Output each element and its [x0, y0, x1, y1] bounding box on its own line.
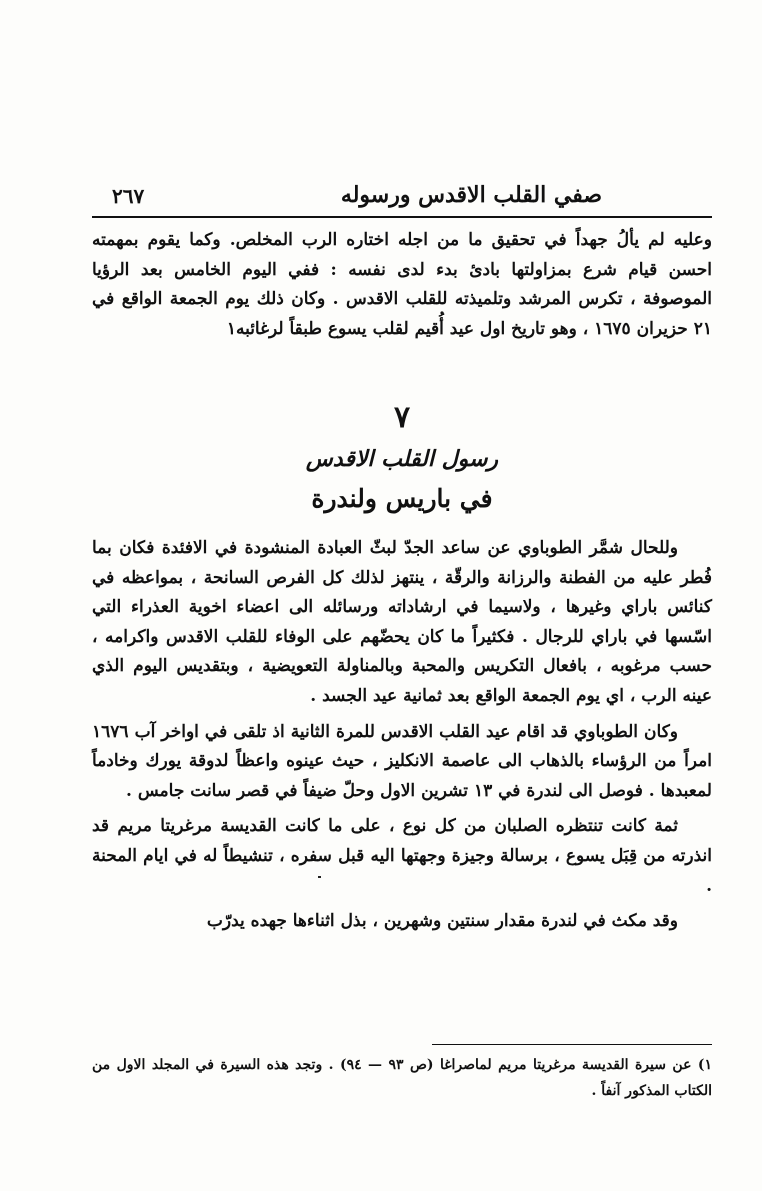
footnote: ١) عن سيرة القديسة مرغريتا مريم لماصراغا (ص ٩٣ — ٩٤) . وتجد هذه السيرة في المجلد الاول من الكتاب المذكور آنفاً . — [92, 1057, 713, 1099]
paragraph: وكان الطوباوي قد اقام عيد القلب الاقدس للمرة الثانية اذ تلقى في اواخر آب ١٦٧٦ امراً من الرؤساء بالذهاب الى عاصمة الانكليز ، حيث عينوه واعظاً لدوقة يورك وخادماً لمعبدها . فوصل الى لندرة في ١٣ تشرين الاول وحلّ ضيفاً في قصر سانت جامس . — [92, 721, 712, 801]
chapter-title: رسول القلب الاقدس — [305, 446, 499, 472]
page-number: ٢٦٧ — [112, 184, 145, 208]
running-header — [92, 182, 712, 216]
header-rule — [92, 216, 712, 218]
chapter-number: ٧ — [393, 400, 411, 435]
footnote-block — [92, 1052, 712, 1104]
paragraph: وقد مكث في لندرة مقدار سنتين وشهرين ، بذل اثناءها جهده يدرّب — [206, 911, 678, 932]
paragraph: وللحال شمَّر الطوباوي عن ساعد الجدّ لبثّ العبادة المنشودة في الافئدة فكان بما فُطر عليه من الفطنة والرزانة والرقّة ، ينتهز لذلك كل الفرص السانحة ، بمواعظه في كنائس باراي وغيرها ، ولاسيما في ارشاداته ورسائله الى اعضاء اخوية العذراء التي اسّسها في باراي للرجال . فكثيراً ما كان يحضّهم على الوفاء للقلب الاقدس واكرامه ، حسب مرغوبه ، بافعال التكريس والمحبة وبالمناولة التعويضية ، وبتقديس اليوم الذي عينه الرب ، اي يوم الجمعة الواقع بعد ثمانية عيد الجسد . — [92, 538, 712, 706]
footnote-rule — [432, 1044, 712, 1045]
paragraph: ثمة كانت تنتظره الصلبان من كل نوع ، على ما كانت القديسة مرغريتا مريم قد انذرته من قِبَل يسوع ، برسالة وجيزة وجهتها اليه قبل سفره ، تنشيطاً له في ايام المحنة . — [92, 816, 712, 896]
intro-paragraph: وعليه لم يألُ جهداً في تحقيق ما من اجله اختاره الرب المخلص. وكما يقوم بمهمته احسن قيام شرع بمزاولتها بادئ بدء لدى نفسه : ففي اليوم الخامس بعد الرؤيا الموصوفة ، تكرس المرشد وتلميذته للقلب الاقدس . وكان ذلك يوم الجمعة الواقع في ٢١ حزيران ١٦٧٥ ، وهو تاريخ اول عيد أُقيم لقلب يسوع طبقاً لرغائبه١ — [92, 230, 712, 339]
chapter-subtitle: في باريس ولندرة — [311, 484, 493, 513]
intro-block — [92, 226, 712, 344]
running-title: صفي القلب الاقدس ورسوله — [340, 182, 602, 208]
print-speck — [318, 876, 321, 878]
body-text — [92, 534, 712, 937]
